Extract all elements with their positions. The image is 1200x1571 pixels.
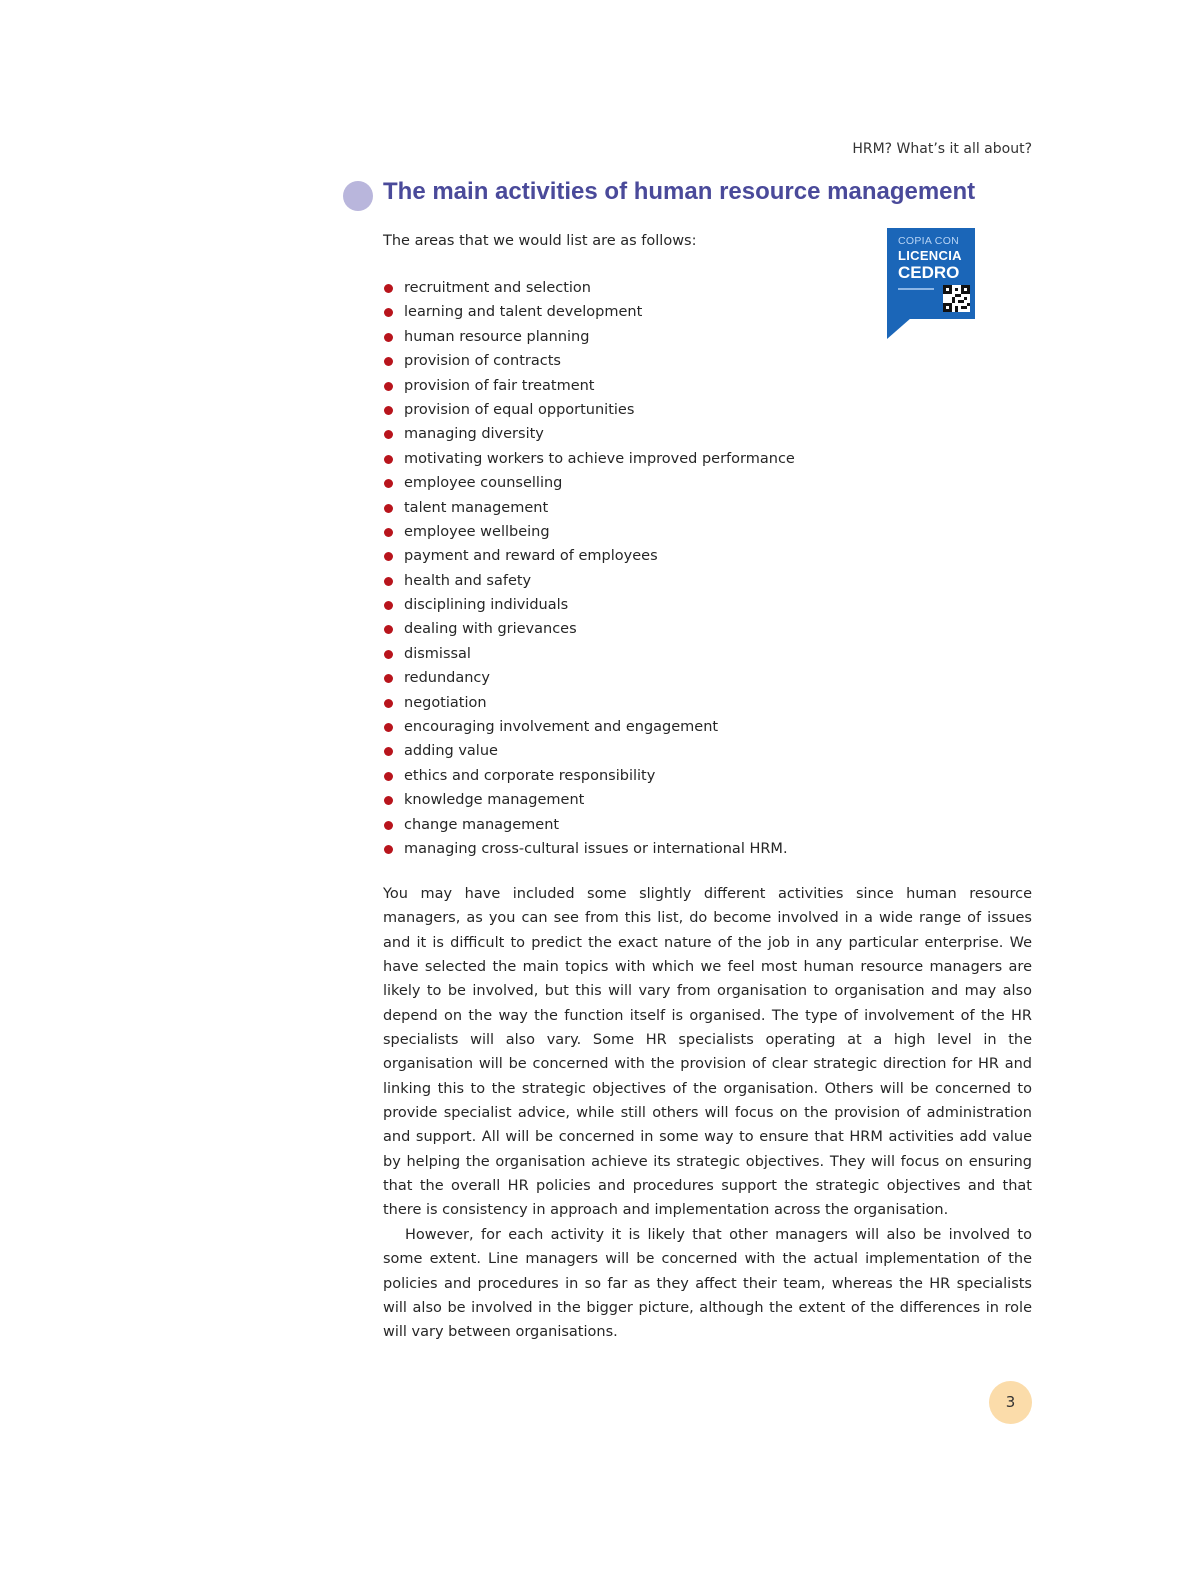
list-item-text: employee wellbeing bbox=[404, 523, 550, 540]
bullet-icon bbox=[384, 625, 393, 634]
badge-tail bbox=[887, 318, 911, 339]
list-item-text: recruitment and selection bbox=[404, 280, 591, 296]
list-item-text: redundancy bbox=[404, 670, 490, 687]
bullet-icon bbox=[384, 382, 393, 391]
list-item bbox=[383, 617, 795, 641]
list-item bbox=[383, 398, 795, 422]
bullet-icon bbox=[384, 674, 393, 683]
list-item-text: change management bbox=[404, 816, 560, 833]
list-item-text: disciplining individuals bbox=[404, 597, 569, 614]
bullet-icon bbox=[384, 479, 393, 488]
list-item-text: payment and reward of employees bbox=[404, 548, 658, 565]
badge-line-2: LICENCIA bbox=[898, 248, 962, 263]
list-item-text: talent management bbox=[404, 499, 549, 516]
bullet-icon bbox=[384, 650, 393, 659]
bullet-icon bbox=[384, 552, 393, 561]
page-number: 3 bbox=[989, 1381, 1032, 1424]
list-item bbox=[383, 642, 795, 666]
bullet-icon bbox=[384, 747, 393, 756]
list-item-text: employee counselling bbox=[404, 475, 563, 492]
list-item bbox=[383, 593, 795, 617]
list-item bbox=[383, 691, 795, 715]
list-item bbox=[383, 666, 795, 690]
badge-line-1: COPIA CON bbox=[898, 235, 960, 247]
badge-line-3: CEDRO bbox=[898, 263, 960, 282]
list-item bbox=[383, 764, 795, 788]
bullet-icon bbox=[384, 333, 393, 342]
bullet-icon bbox=[384, 430, 393, 439]
list-item bbox=[383, 276, 795, 300]
list-item bbox=[383, 447, 795, 471]
bullet-icon bbox=[384, 308, 393, 317]
bullet-icon bbox=[384, 528, 393, 537]
list-item bbox=[383, 349, 795, 373]
heading-dot-icon bbox=[343, 181, 373, 211]
bullet-icon bbox=[384, 357, 393, 366]
cedro-license-badge bbox=[887, 228, 975, 319]
list-item-text: encouraging involvement and engagement bbox=[404, 719, 719, 736]
list-item bbox=[383, 813, 795, 837]
list-item bbox=[383, 837, 795, 861]
list-item bbox=[383, 520, 795, 544]
list-item-text: adding value bbox=[404, 743, 498, 760]
list-item-text: provision of fair treatment bbox=[404, 377, 595, 394]
list-item bbox=[383, 544, 795, 568]
bullet-icon bbox=[384, 601, 393, 610]
bullet-icon bbox=[384, 821, 393, 830]
bullet-icon bbox=[384, 723, 393, 732]
running-head: HRM? What’s it all about? bbox=[852, 141, 1032, 157]
list-item-text: human resource planning bbox=[404, 328, 590, 345]
list-item-text: dealing with grievances bbox=[404, 621, 577, 638]
bullet-icon bbox=[384, 577, 393, 586]
bullet-icon bbox=[384, 284, 393, 293]
list-item-text: knowledge management bbox=[404, 792, 585, 809]
list-item bbox=[383, 422, 795, 446]
body-text bbox=[383, 882, 1032, 1345]
bullet-icon bbox=[384, 845, 393, 854]
paragraph-1: You may have included some slightly different activities since human resource managers, as you can see from this list, do become involved in a wide range of issues and it is difficult to predict the exact nature of the job in any particular enterprise. We have selected the main topics with which we feel most human resource managers are likely to be involved, but this will vary from organisation to organisation and may also depend on the way the function itself is organised. The type of involvement of the HR specialists will also vary. Some HR specialists operating at a high level in the organisation will be concerned with the provision of clear strategic direction for HR and linking this to the strategic objectives of the organisation. Others will be concerned to provide specialist advice, while still others will focus on the provision of administration and support. All will be concerned in some way to ensure that HRM activities add value by helping the organisation achieve its strategic objectives. They will focus on ensuring that the overall HR policies and procedures support the strategic objectives and that there is consistency in approach and implementation across the organisation. bbox=[383, 886, 1032, 1219]
list-item bbox=[383, 471, 795, 495]
list-item-text: dismissal bbox=[404, 645, 471, 662]
list-item bbox=[383, 300, 795, 324]
list-item bbox=[383, 715, 795, 739]
bullet-icon bbox=[384, 406, 393, 415]
list-item bbox=[383, 496, 795, 520]
bullet-icon bbox=[384, 504, 393, 513]
activities-list bbox=[383, 276, 795, 861]
list-item-text: managing diversity bbox=[404, 426, 544, 443]
section-heading: The main activities of human resource management bbox=[383, 178, 976, 205]
list-item bbox=[383, 325, 795, 349]
badge-fineprint bbox=[898, 288, 934, 290]
intro-text: The areas that we would list are as follows: bbox=[383, 233, 697, 249]
list-item bbox=[383, 374, 795, 398]
list-item-text: provision of contracts bbox=[404, 353, 561, 370]
list-item bbox=[383, 569, 795, 593]
list-item-text: provision of equal opportunities bbox=[404, 401, 635, 418]
list-item-text: negotiation bbox=[404, 694, 487, 711]
list-item-text: learning and talent development bbox=[404, 304, 643, 321]
list-item-text: motivating workers to achieve improved performance bbox=[404, 450, 795, 467]
list-item-text: health and safety bbox=[404, 572, 532, 589]
paragraph-2: However, for each activity it is likely that other managers will also be involved to some extent. Line managers will be concerned with the actual implementation of the policies and procedures in so far as they affect their team, whereas the HR specialists will also be involved in the bigger picture, although the extent of the differences in role will vary between organisations. bbox=[383, 1226, 1032, 1341]
bullet-icon bbox=[384, 772, 393, 781]
list-item-text: ethics and corporate responsibility bbox=[404, 767, 656, 784]
list-item bbox=[383, 788, 795, 812]
list-item-text: managing cross-cultural issues or international HRM. bbox=[404, 840, 788, 857]
list-item bbox=[383, 739, 795, 763]
bullet-icon bbox=[384, 455, 393, 464]
bullet-icon bbox=[384, 699, 393, 708]
qr-code-icon bbox=[943, 285, 970, 312]
bullet-icon bbox=[384, 796, 393, 805]
